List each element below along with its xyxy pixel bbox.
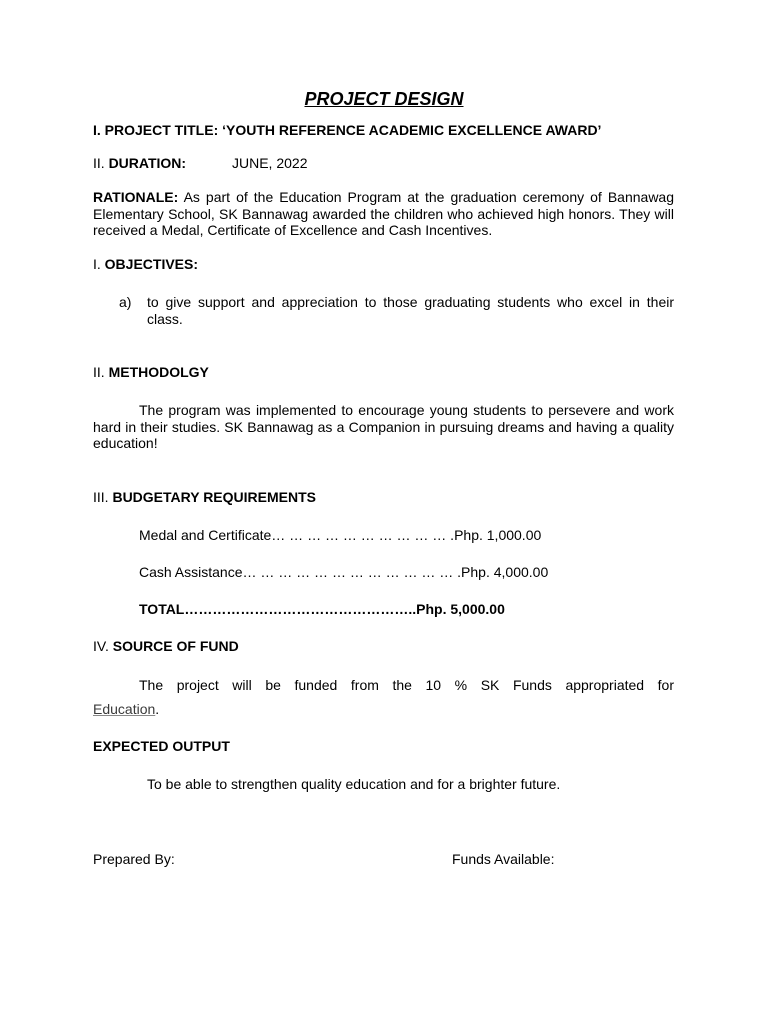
- budget-item-medal: Medal and Certificate… … … … … … … … … … .Php. 1,000.00: [139, 527, 542, 543]
- expected-output-text: To be able to strengthen quality education and for a brighter future.: [147, 776, 561, 792]
- source-heading: [93, 638, 239, 655]
- project-title-value: ‘YOUTH REFERENCE ACADEMIC EXCELLENCE AWARD’: [222, 122, 602, 138]
- source-paragraph: The project will be funded from the 10 % SK Funds appropriated for: [139, 677, 674, 693]
- source-period: .: [155, 701, 160, 717]
- source-paragraph-end: [93, 701, 159, 718]
- objectives-number: I.: [93, 256, 101, 272]
- methodology-number: II.: [93, 364, 105, 380]
- methodology-paragraph: The program was implemented to encourage young students to persevere and work hard in their studies. SK Bannawag as a Companion in pursuing dreams and having a quality education!: [93, 402, 674, 451]
- duration-line: [93, 155, 186, 172]
- duration-number: II.: [93, 155, 105, 171]
- funds-available-label: Funds Available:: [452, 851, 555, 867]
- document-title: PROJECT DESIGN: [304, 89, 464, 109]
- objectives-label: OBJECTIVES:: [104, 256, 199, 272]
- budget-total: TOTAL…………………………………………..Php. 5,000.00: [139, 601, 505, 617]
- education-link[interactable]: Education: [93, 701, 156, 717]
- project-title-line: [93, 122, 601, 139]
- objectives-heading: [93, 256, 198, 273]
- objective-a-text: to give support and appreciation to those graduating students who excel in their class.: [147, 294, 674, 327]
- source-label: SOURCE OF FUND: [112, 638, 239, 654]
- objective-a-marker: a): [119, 294, 132, 310]
- budget-label: BUDGETARY REQUIREMENTS: [112, 489, 316, 505]
- rationale-label: RATIONALE:: [93, 189, 179, 205]
- duration-label: DURATION:: [108, 155, 187, 171]
- source-number: IV.: [93, 638, 109, 654]
- expected-output-heading: EXPECTED OUTPUT: [93, 738, 230, 754]
- rationale-text: As part of the Education Program at the graduation ceremony of Bannawag Elementary School, SK Bannawag awarded the children who achieved high honors. They will received a Medal, Certificate of Excellence and Cash Incentives.: [93, 189, 675, 238]
- rationale-paragraph: [93, 189, 674, 239]
- prepared-by-label: Prepared By:: [93, 851, 175, 867]
- project-title-label: I. PROJECT TITLE:: [93, 122, 219, 138]
- budget-item-cash: Cash Assistance… … … … … … … … … … … … .Php. 4,000.00: [139, 564, 549, 580]
- methodology-label: METHODOLGY: [108, 364, 209, 380]
- methodology-heading: [93, 364, 209, 381]
- duration-value: JUNE, 2022: [232, 155, 308, 171]
- budget-heading: [93, 489, 316, 506]
- budget-number: III.: [93, 489, 109, 505]
